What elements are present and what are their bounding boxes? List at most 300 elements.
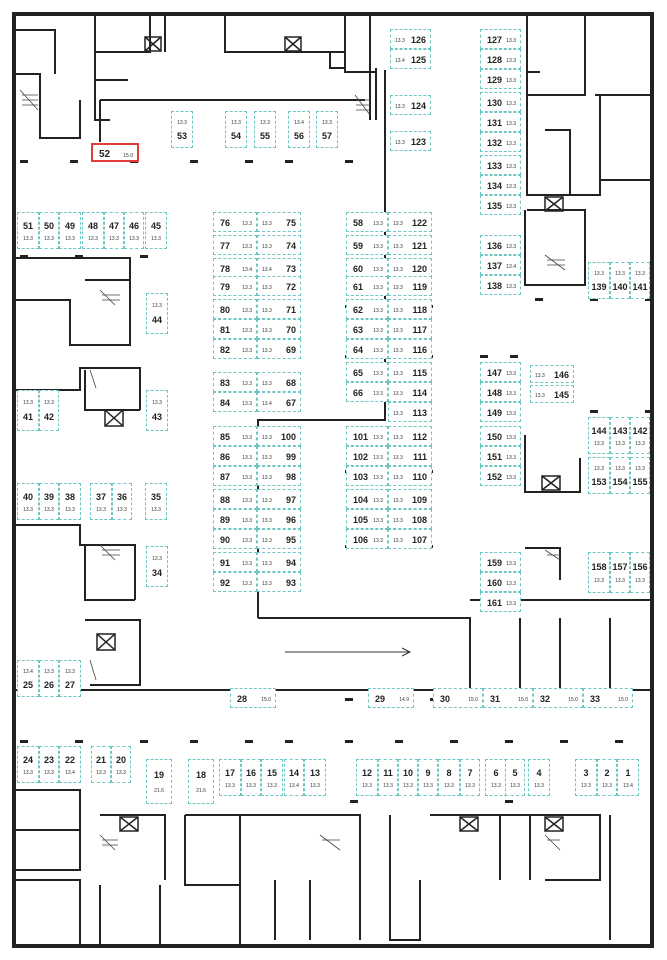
space-number: 80 bbox=[220, 305, 231, 315]
parking-space-125[interactable] bbox=[390, 49, 431, 69]
space-area: 14.9 bbox=[399, 697, 409, 703]
space-number: 127 bbox=[487, 35, 503, 45]
space-number: 38 bbox=[64, 492, 75, 503]
space-area: 13.3 bbox=[65, 669, 75, 676]
parking-space-138[interactable] bbox=[480, 275, 521, 295]
parking-space-116[interactable] bbox=[388, 339, 432, 359]
parking-space-44[interactable] bbox=[146, 293, 168, 334]
parking-space-25[interactable] bbox=[17, 660, 39, 697]
parking-space-99[interactable] bbox=[257, 446, 301, 466]
parking-space-21[interactable] bbox=[91, 746, 111, 783]
space-area: 13.3 bbox=[242, 435, 252, 441]
space-number: 103 bbox=[353, 472, 369, 482]
space-number: 96 bbox=[285, 515, 296, 525]
space-area: 13.4 bbox=[623, 782, 633, 789]
parking-space-93[interactable] bbox=[257, 572, 301, 592]
parking-space-107[interactable] bbox=[388, 529, 432, 549]
parking-space-20[interactable] bbox=[111, 746, 131, 783]
space-number: 141 bbox=[632, 282, 648, 293]
parking-space-11[interactable] bbox=[378, 759, 398, 796]
parking-space-24[interactable] bbox=[17, 746, 39, 783]
space-area: 13.3 bbox=[373, 475, 383, 481]
parking-space-4[interactable] bbox=[528, 759, 550, 796]
parking-space-1[interactable] bbox=[617, 759, 639, 796]
parking-space-60[interactable] bbox=[346, 258, 388, 278]
parking-space-16[interactable] bbox=[241, 759, 261, 796]
space-number: 91 bbox=[220, 558, 231, 568]
space-number: 34 bbox=[151, 568, 162, 579]
space-area: 13.3 bbox=[393, 348, 403, 354]
parking-space-66[interactable] bbox=[346, 382, 388, 402]
parking-space-109[interactable] bbox=[388, 489, 432, 509]
parking-space-143[interactable] bbox=[610, 417, 630, 454]
space-area: 13.3 bbox=[506, 561, 516, 567]
space-area: 13.3 bbox=[262, 475, 272, 481]
parking-space-76[interactable] bbox=[213, 212, 257, 232]
parking-space-161[interactable] bbox=[480, 592, 521, 612]
space-area: 13.3 bbox=[117, 506, 127, 513]
parking-space-160[interactable] bbox=[480, 572, 521, 592]
parking-space-96[interactable] bbox=[257, 509, 301, 529]
parking-space-156[interactable] bbox=[630, 552, 650, 593]
space-number: 52 bbox=[99, 148, 111, 160]
parking-space-101[interactable] bbox=[346, 426, 388, 446]
parking-space-32[interactable] bbox=[533, 688, 583, 708]
parking-space-117[interactable] bbox=[388, 319, 432, 339]
parking-space-47[interactable] bbox=[104, 212, 124, 249]
parking-space-14[interactable] bbox=[284, 759, 304, 796]
parking-space-126[interactable] bbox=[390, 29, 431, 49]
space-area: 13.3 bbox=[393, 391, 403, 397]
space-area: 13.3 bbox=[393, 244, 403, 250]
parking-space-41[interactable] bbox=[17, 390, 39, 431]
parking-space-15[interactable] bbox=[261, 759, 283, 796]
space-number: 46 bbox=[128, 221, 139, 232]
space-area: 13.3 bbox=[373, 328, 383, 334]
parking-space-30[interactable] bbox=[433, 688, 483, 708]
parking-space-26[interactable] bbox=[39, 660, 59, 697]
parking-space-39[interactable] bbox=[39, 483, 59, 520]
space-number: 89 bbox=[220, 515, 231, 525]
space-number: 10 bbox=[402, 768, 413, 779]
space-number: 123 bbox=[410, 137, 426, 147]
parking-space-75[interactable] bbox=[257, 212, 301, 232]
space-number: 124 bbox=[410, 101, 426, 111]
space-area: 13.3 bbox=[393, 518, 403, 524]
space-area: 13.3 bbox=[383, 782, 393, 789]
parking-space-6[interactable] bbox=[485, 759, 507, 796]
space-area: 13.3 bbox=[373, 538, 383, 544]
parking-space-35[interactable] bbox=[145, 483, 167, 520]
space-area: 13.3 bbox=[152, 556, 162, 563]
space-area: 13.3 bbox=[635, 440, 645, 447]
space-number: 7 bbox=[467, 768, 473, 779]
parking-space-151[interactable] bbox=[480, 446, 521, 466]
parking-space-87[interactable] bbox=[213, 466, 257, 486]
parking-space-63[interactable] bbox=[346, 319, 388, 339]
parking-space-132[interactable] bbox=[480, 132, 521, 152]
space-area: 13.3 bbox=[373, 371, 383, 377]
parking-space-23[interactable] bbox=[39, 746, 59, 783]
parking-space-43[interactable] bbox=[146, 390, 168, 431]
space-area: 13.3 bbox=[242, 244, 252, 250]
space-number: 84 bbox=[220, 398, 231, 408]
space-number: 116 bbox=[412, 345, 427, 355]
parking-space-135[interactable] bbox=[480, 195, 521, 215]
parking-space-61[interactable] bbox=[346, 276, 388, 296]
space-area: 15.0 bbox=[123, 152, 133, 159]
parking-space-111[interactable] bbox=[388, 446, 432, 466]
parking-space-62[interactable] bbox=[346, 299, 388, 319]
parking-space-115[interactable] bbox=[388, 362, 432, 382]
space-number: 60 bbox=[353, 264, 364, 274]
parking-space-67[interactable] bbox=[257, 392, 301, 412]
parking-space-68[interactable] bbox=[257, 372, 301, 392]
space-area: 13.3 bbox=[423, 782, 433, 789]
space-number: 155 bbox=[632, 477, 648, 488]
parking-space-129[interactable] bbox=[480, 69, 521, 89]
parking-space-69[interactable] bbox=[257, 339, 301, 359]
parking-space-79[interactable] bbox=[213, 276, 257, 296]
space-number: 158 bbox=[591, 562, 607, 573]
parking-space-58[interactable] bbox=[346, 212, 388, 232]
space-area: 13.3 bbox=[242, 285, 252, 291]
space-area: 13.3 bbox=[262, 285, 272, 291]
parking-space-42[interactable] bbox=[39, 390, 59, 431]
parking-space-49[interactable] bbox=[59, 212, 81, 249]
parking-space-59[interactable] bbox=[346, 235, 388, 255]
space-number: 109 bbox=[411, 495, 427, 505]
parking-space-158[interactable] bbox=[588, 552, 610, 593]
parking-space-92[interactable] bbox=[213, 572, 257, 592]
space-area: 13.3 bbox=[262, 518, 272, 524]
parking-space-98[interactable] bbox=[257, 466, 301, 486]
space-number: 157 bbox=[612, 562, 628, 573]
space-area: 13.3 bbox=[262, 381, 272, 387]
space-area: 13.3 bbox=[262, 308, 272, 314]
space-number: 42 bbox=[43, 412, 54, 423]
parking-space-72[interactable] bbox=[257, 276, 301, 296]
parking-space-13[interactable] bbox=[304, 759, 326, 796]
parking-space-130[interactable] bbox=[480, 92, 521, 112]
space-number: 68 bbox=[285, 378, 296, 388]
parking-space-124[interactable] bbox=[390, 95, 431, 115]
parking-space-36[interactable] bbox=[112, 483, 132, 520]
space-number: 130 bbox=[487, 98, 503, 108]
space-number: 128 bbox=[487, 55, 503, 65]
parking-space-97[interactable] bbox=[257, 489, 301, 509]
space-number: 95 bbox=[285, 535, 296, 545]
space-area: 13.3 bbox=[506, 371, 516, 377]
parking-space-122[interactable] bbox=[388, 212, 432, 232]
space-area: 13.3 bbox=[395, 104, 405, 110]
space-area: 13.3 bbox=[262, 455, 272, 461]
parking-space-108[interactable] bbox=[388, 509, 432, 529]
space-number: 97 bbox=[285, 495, 296, 505]
space-area: 13.3 bbox=[267, 782, 277, 789]
space-number: 106 bbox=[353, 535, 369, 545]
parking-space-5[interactable] bbox=[505, 759, 525, 796]
parking-space-144[interactable] bbox=[588, 417, 610, 454]
parking-space-27[interactable] bbox=[59, 660, 81, 697]
parking-space-29[interactable] bbox=[368, 688, 414, 708]
space-number: 47 bbox=[108, 221, 119, 232]
parking-space-10[interactable] bbox=[398, 759, 418, 796]
space-area: 13.3 bbox=[373, 435, 383, 441]
space-number: 37 bbox=[95, 492, 106, 503]
space-number: 36 bbox=[116, 492, 127, 503]
space-area: 13.3 bbox=[506, 184, 516, 190]
space-area: 13.3 bbox=[242, 455, 252, 461]
space-number: 144 bbox=[591, 426, 607, 437]
parking-space-94[interactable] bbox=[257, 552, 301, 572]
space-number: 87 bbox=[220, 472, 231, 482]
space-area: 13.3 bbox=[506, 78, 516, 84]
parking-space-73[interactable] bbox=[257, 258, 301, 278]
parking-space-55[interactable] bbox=[254, 111, 276, 148]
space-number: 98 bbox=[285, 472, 296, 482]
space-area: 13.3 bbox=[242, 518, 252, 524]
space-area: 13.3 bbox=[444, 782, 454, 789]
parking-space-95[interactable] bbox=[257, 529, 301, 549]
parking-space-50[interactable] bbox=[39, 212, 59, 249]
parking-space-57[interactable] bbox=[316, 111, 338, 148]
space-number: 3 bbox=[583, 768, 589, 779]
parking-space-110[interactable] bbox=[388, 466, 432, 486]
space-number: 15 bbox=[266, 768, 277, 779]
space-area: 13.4 bbox=[262, 267, 272, 273]
space-number: 77 bbox=[220, 241, 231, 251]
space-number: 2 bbox=[604, 768, 610, 779]
space-number: 135 bbox=[487, 201, 503, 211]
parking-space-90[interactable] bbox=[213, 529, 257, 549]
parking-space-104[interactable] bbox=[346, 489, 388, 509]
parking-space-17[interactable] bbox=[219, 759, 241, 796]
parking-space-147[interactable] bbox=[480, 362, 521, 382]
space-number: 102 bbox=[353, 452, 369, 462]
parking-space-78[interactable] bbox=[213, 258, 257, 278]
parking-space-105[interactable] bbox=[346, 509, 388, 529]
parking-space-106[interactable] bbox=[346, 529, 388, 549]
parking-space-154[interactable] bbox=[610, 457, 630, 494]
space-number: 56 bbox=[293, 131, 304, 142]
space-area: 13.3 bbox=[393, 498, 403, 504]
parking-space-83[interactable] bbox=[213, 372, 257, 392]
space-number: 86 bbox=[220, 452, 231, 462]
parking-space-114[interactable] bbox=[388, 382, 432, 402]
parking-space-86[interactable] bbox=[213, 446, 257, 466]
parking-space-65[interactable] bbox=[346, 362, 388, 382]
space-number: 125 bbox=[410, 55, 426, 65]
parking-space-118[interactable] bbox=[388, 299, 432, 319]
parking-space-120[interactable] bbox=[388, 258, 432, 278]
space-number: 85 bbox=[220, 432, 231, 442]
space-area: 13.3 bbox=[310, 782, 320, 789]
parking-space-33[interactable] bbox=[583, 688, 633, 708]
parking-space-148[interactable] bbox=[480, 382, 521, 402]
parking-space-146[interactable] bbox=[530, 365, 574, 383]
space-number: 20 bbox=[115, 755, 126, 766]
space-number: 129 bbox=[487, 75, 503, 85]
parking-space-149[interactable] bbox=[480, 402, 521, 422]
space-number: 100 bbox=[280, 432, 296, 442]
parking-space-140[interactable] bbox=[610, 262, 630, 299]
space-area: 13.3 bbox=[44, 235, 54, 242]
parking-space-141[interactable] bbox=[630, 262, 650, 299]
parking-space-40[interactable] bbox=[17, 483, 39, 520]
parking-space-127[interactable] bbox=[480, 29, 521, 49]
space-number: 138 bbox=[487, 281, 503, 291]
parking-space-7[interactable] bbox=[460, 759, 480, 796]
parking-space-159[interactable] bbox=[480, 552, 521, 572]
parking-space-91[interactable] bbox=[213, 552, 257, 572]
space-number: 16 bbox=[245, 768, 256, 779]
parking-space-85[interactable] bbox=[213, 426, 257, 446]
parking-space-128[interactable] bbox=[480, 49, 521, 69]
space-number: 121 bbox=[411, 241, 427, 251]
parking-space-77[interactable] bbox=[213, 235, 257, 255]
parking-space-70[interactable] bbox=[257, 319, 301, 339]
space-area: 13.4 bbox=[395, 58, 405, 64]
parking-space-136[interactable] bbox=[480, 235, 521, 255]
space-area: 13.3 bbox=[373, 348, 383, 354]
parking-space-56[interactable] bbox=[288, 111, 310, 148]
space-number: 28 bbox=[237, 694, 248, 704]
parking-space-28[interactable] bbox=[230, 688, 276, 708]
space-number: 79 bbox=[220, 282, 231, 292]
parking-space-52[interactable] bbox=[91, 143, 139, 162]
parking-space-119[interactable] bbox=[388, 276, 432, 296]
space-number: 35 bbox=[150, 492, 161, 503]
parking-space-150[interactable] bbox=[480, 426, 521, 446]
space-area: 13.3 bbox=[635, 271, 645, 278]
parking-space-153[interactable] bbox=[588, 457, 610, 494]
parking-space-88[interactable] bbox=[213, 489, 257, 509]
space-area: 13.3 bbox=[262, 328, 272, 334]
parking-space-145[interactable] bbox=[530, 385, 574, 403]
parking-space-155[interactable] bbox=[630, 457, 650, 494]
parking-space-54[interactable] bbox=[225, 111, 247, 148]
space-area: 13.3 bbox=[262, 498, 272, 504]
parking-space-112[interactable] bbox=[388, 426, 432, 446]
parking-space-8[interactable] bbox=[438, 759, 460, 796]
space-area: 13.3 bbox=[594, 578, 604, 585]
space-number: 64 bbox=[353, 345, 364, 355]
parking-space-2[interactable] bbox=[597, 759, 617, 796]
parking-space-18[interactable] bbox=[188, 759, 214, 804]
space-number: 118 bbox=[412, 305, 427, 315]
space-area: 13.3 bbox=[393, 267, 403, 273]
space-area: 21.6 bbox=[154, 787, 164, 794]
space-number: 29 bbox=[375, 694, 386, 704]
parking-space-131[interactable] bbox=[480, 112, 521, 132]
space-number: 107 bbox=[411, 535, 427, 545]
parking-space-133[interactable] bbox=[480, 155, 521, 175]
space-area: 13.3 bbox=[393, 475, 403, 481]
space-area: 13.3 bbox=[262, 538, 272, 544]
space-area: 13.4 bbox=[294, 120, 304, 127]
space-number: 48 bbox=[87, 221, 98, 232]
space-area: 13.4 bbox=[506, 264, 516, 270]
space-number: 160 bbox=[487, 578, 503, 588]
space-number: 61 bbox=[353, 282, 364, 292]
parking-space-81[interactable] bbox=[213, 319, 257, 339]
parking-space-100[interactable] bbox=[257, 426, 301, 446]
parking-space-48[interactable] bbox=[82, 212, 104, 249]
parking-space-9[interactable] bbox=[418, 759, 438, 796]
parking-space-22[interactable] bbox=[59, 746, 81, 783]
parking-space-74[interactable] bbox=[257, 235, 301, 255]
parking-space-31[interactable] bbox=[483, 688, 533, 708]
parking-space-51[interactable] bbox=[17, 212, 39, 249]
parking-space-121[interactable] bbox=[388, 235, 432, 255]
space-area: 13.3 bbox=[393, 455, 403, 461]
space-area: 13.3 bbox=[152, 303, 162, 310]
space-number: 161 bbox=[487, 598, 503, 608]
space-area: 13.3 bbox=[152, 400, 162, 407]
parking-space-134[interactable] bbox=[480, 175, 521, 195]
parking-space-102[interactable] bbox=[346, 446, 388, 466]
space-area: 13.3 bbox=[96, 769, 106, 776]
parking-space-3[interactable] bbox=[575, 759, 597, 796]
parking-space-12[interactable] bbox=[356, 759, 378, 796]
parking-space-64[interactable] bbox=[346, 339, 388, 359]
parking-space-139[interactable] bbox=[588, 262, 610, 299]
space-number: 30 bbox=[440, 694, 451, 704]
parking-space-82[interactable] bbox=[213, 339, 257, 359]
space-area: 13.3 bbox=[491, 782, 501, 789]
parking-space-46[interactable] bbox=[124, 212, 144, 249]
space-number: 159 bbox=[487, 558, 503, 568]
parking-space-53[interactable] bbox=[171, 111, 193, 148]
parking-space-103[interactable] bbox=[346, 466, 388, 486]
space-number: 40 bbox=[22, 492, 33, 503]
space-area: 13.3 bbox=[262, 244, 272, 250]
space-number: 8 bbox=[446, 768, 452, 779]
space-number: 117 bbox=[412, 325, 427, 335]
space-number: 99 bbox=[285, 452, 296, 462]
parking-space-123[interactable] bbox=[390, 131, 431, 151]
parking-space-45[interactable] bbox=[145, 212, 167, 249]
parking-space-142[interactable] bbox=[630, 417, 650, 454]
parking-space-89[interactable] bbox=[213, 509, 257, 529]
parking-space-38[interactable] bbox=[59, 483, 81, 520]
space-number: 12 bbox=[361, 768, 372, 779]
space-area: 13.3 bbox=[534, 782, 544, 789]
space-number: 151 bbox=[487, 452, 503, 462]
parking-space-152[interactable] bbox=[480, 466, 521, 486]
space-area: 13.3 bbox=[242, 538, 252, 544]
parking-space-19[interactable] bbox=[146, 759, 172, 804]
parking-space-137[interactable] bbox=[480, 255, 521, 275]
parking-space-80[interactable] bbox=[213, 299, 257, 319]
parking-space-37[interactable] bbox=[90, 483, 112, 520]
space-area: 13.3 bbox=[506, 284, 516, 290]
space-number: 149 bbox=[487, 408, 503, 418]
parking-space-34[interactable] bbox=[146, 546, 168, 587]
space-area: 13.3 bbox=[242, 308, 252, 314]
parking-space-84[interactable] bbox=[213, 392, 257, 412]
parking-space-71[interactable] bbox=[257, 299, 301, 319]
space-area: 13.3 bbox=[615, 271, 625, 278]
space-area: 13.3 bbox=[65, 235, 75, 242]
parking-space-157[interactable] bbox=[610, 552, 630, 593]
space-number: 150 bbox=[487, 432, 503, 442]
parking-space-113[interactable] bbox=[388, 402, 432, 422]
space-area: 13.3 bbox=[594, 271, 604, 278]
space-area: 13.3 bbox=[44, 669, 54, 676]
space-area: 13.4 bbox=[65, 769, 75, 776]
